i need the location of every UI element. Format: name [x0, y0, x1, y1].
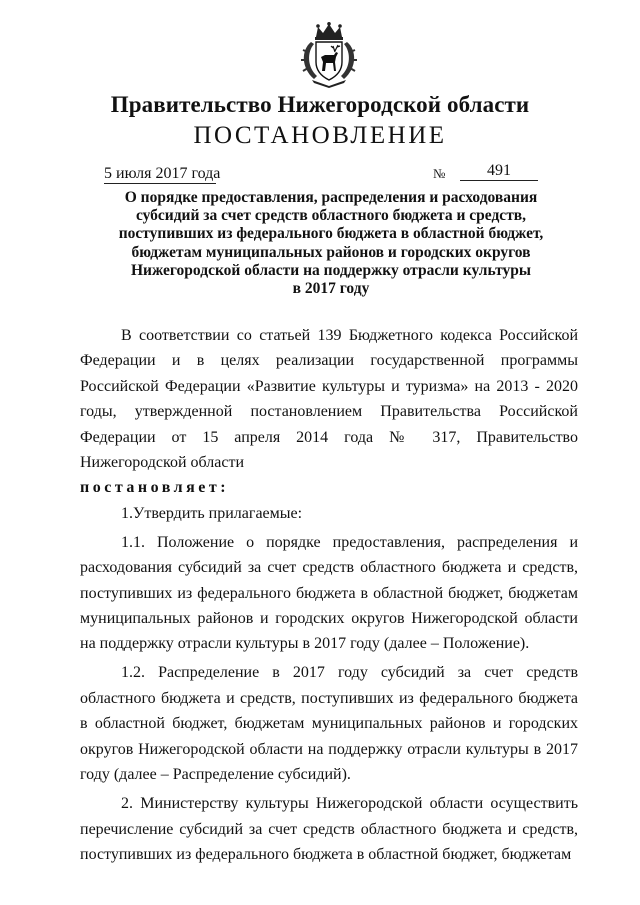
number-label: № [433, 166, 446, 181]
subject-line: в 2017 году [292, 280, 370, 298]
document-number: 491 [460, 162, 538, 181]
document-body [80, 323, 578, 867]
item-1-2: 1.2. Распределение в 2017 году субсидий за счет средств областного бюджета и средств, поступивших из федерального бюджета в областной бюджет, бюджетам муниципальных районов и городских округов Нижегородской области на поддержку отрасли культуры в 2017 году (далее – Распределение субсидий). [80, 664, 578, 784]
subject-line: бюджетам муниципальных районов и городских округов [131, 243, 531, 261]
subject-line: О порядке предоставления, распределения и расходования [124, 189, 538, 206]
organization-name: Правительство Нижегородской области [110, 92, 530, 117]
subject-line: Нижегородской области на поддержку отрасли культуры [131, 261, 531, 279]
preamble-paragraph: В соответствии со статьей 139 Бюджетного кодекса Российской Федерации и в целях реализации государственной программы Российской Федерации «Развитие культуры и туризма» на 2013 - 2020 годы, утвержденной постановлением Правительства Российской Федерации от 15 апреля 2014 года № 317, Правительство Нижегородской области [80, 327, 578, 472]
resolves-word: постановляет: [80, 479, 230, 497]
document-subject [100, 189, 562, 298]
item-2: 2. Министерству культуры Нижегородской области осуществить перечисление субсидий за счет средств областного бюджета и средств, поступивших из федерального бюджета в областной бюджет, бюджетам [80, 795, 578, 863]
subject-line: субсидий за счет средств областного бюджета и средств, [135, 207, 527, 225]
item-1-1: 1.1. Положение о порядке предоставления, распределения и расходования субсидий за счет средств областного бюджета и средств, поступивших из федерального бюджета в областной бюджет, бюджетам муниципальных районов и городских округов Нижегородской области на поддержку отрасли культуры в 2017 году (далее – Положение). [80, 533, 578, 653]
item-1: 1.Утвердить прилагаемые: [121, 504, 303, 522]
document-type: ПОСТАНОВЛЕНИЕ [193, 122, 447, 149]
document-date: 5 июля 2017 года [104, 165, 221, 182]
nizhny-novgorod-coat-of-arms-icon [298, 22, 360, 88]
subject-line: поступивших из федерального бюджета в областной бюджет, [118, 225, 544, 243]
